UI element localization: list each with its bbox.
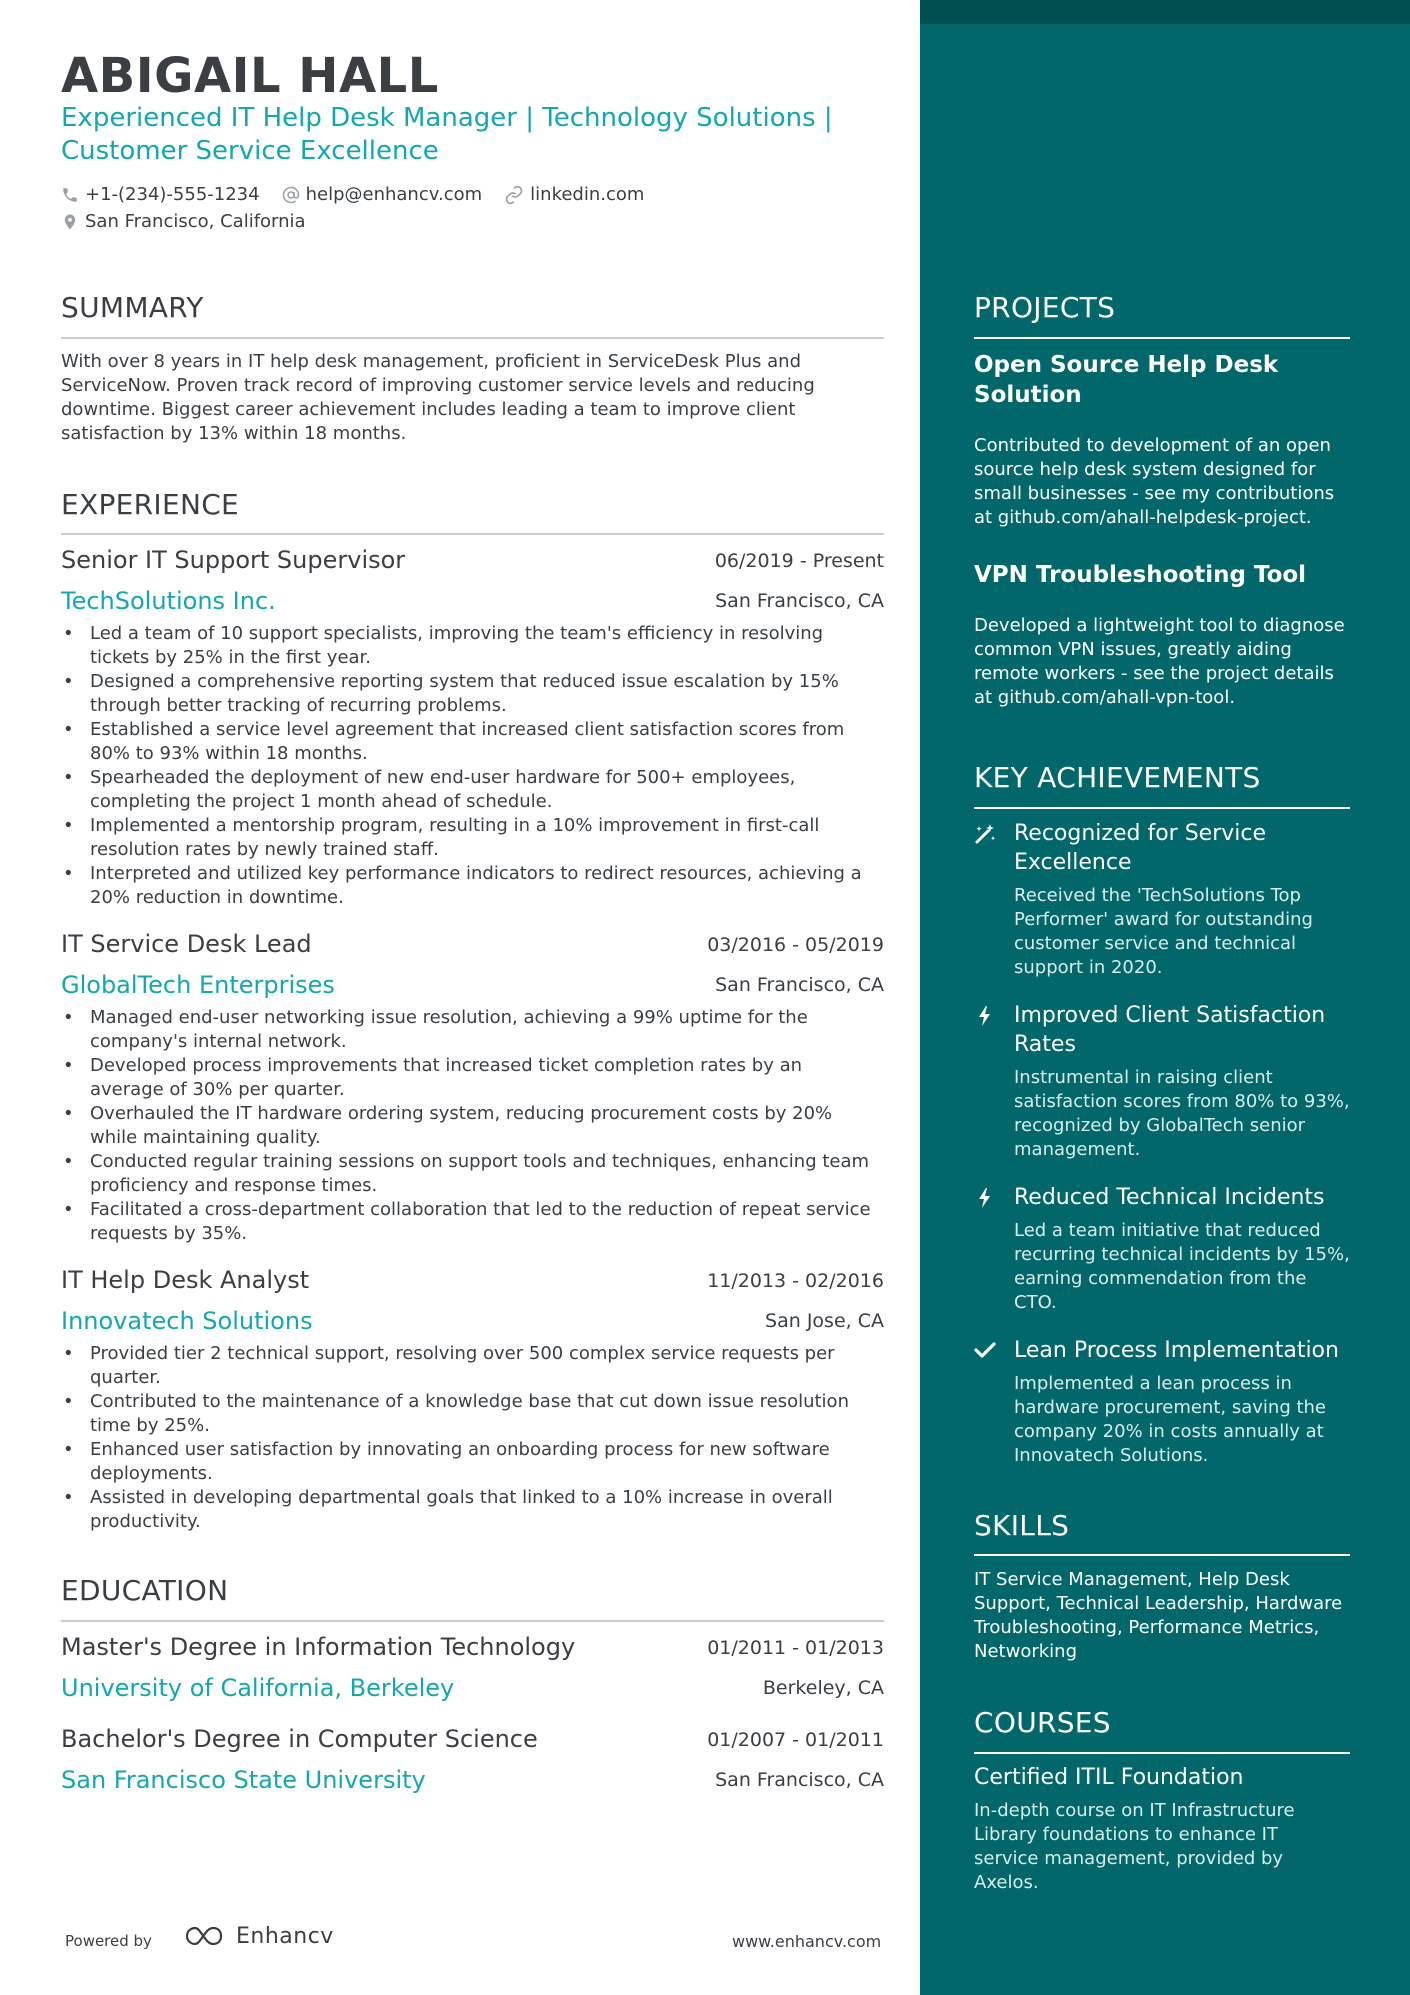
- contact-location: [61, 211, 328, 232]
- list-item: • Spearheaded the deployment of new end-user hardware for 500+ employees, completing the project 1 month ahead of schedule.: [61, 766, 881, 814]
- summary-divider: [61, 337, 884, 339]
- enhancv-logo-icon: [184, 1923, 230, 1949]
- courses-title: COURSES: [974, 1706, 1111, 1739]
- list-item: • Managed end-user networking issue resolution, achieving a 99% uptime for the company's internal network.: [61, 1006, 881, 1054]
- email-text: help@enhancv.com: [305, 184, 483, 205]
- achievement-title: Lean Process Implementation: [1014, 1338, 1339, 1363]
- school-name: San Francisco State University: [61, 1766, 426, 1794]
- degree-title: Master's Degree in Information Technology: [61, 1633, 576, 1661]
- phone-icon: [61, 186, 79, 204]
- school-location: Berkeley, CA: [762, 1677, 884, 1699]
- list-item: • Assisted in developing departmental goals that linked to a 10% increase in overall productivity.: [61, 1486, 881, 1534]
- lightning-bolt-icon: [973, 1004, 997, 1028]
- job-company: Innovatech Solutions: [61, 1307, 313, 1335]
- job-bullets: [61, 1342, 881, 1534]
- summary-title: SUMMARY: [61, 291, 204, 324]
- contact-email[interactable]: [282, 184, 483, 205]
- project-text: Contributed to development of an open source help desk system designed for small businesses - see my contributions at github.com/ahall-helpdesk-project.: [974, 435, 1335, 528]
- lightning-bolt-icon: [973, 1186, 997, 1210]
- achievement-title: Recognized for Service Excellence: [1014, 821, 1267, 875]
- course-name: Certified ITIL Foundation: [974, 1765, 1244, 1790]
- project-name: VPN Troubleshooting Tool: [974, 562, 1307, 588]
- at-sign-icon: [282, 186, 300, 204]
- sidebar: [920, 0, 1410, 1995]
- list-item: • Conducted regular training sessions on support tools and techniques, enhancing team proficiency and response times.: [61, 1150, 881, 1198]
- degree-dates: 01/2011 - 01/2013: [707, 1637, 884, 1659]
- job-dates: 06/2019 - Present: [714, 550, 884, 572]
- school-location: San Francisco, CA: [715, 1769, 884, 1791]
- job-title: IT Help Desk Analyst: [61, 1266, 310, 1294]
- list-item: • Enhanced user satisfaction by innovating an onboarding process for new software deployments.: [61, 1438, 881, 1486]
- projects-divider: [974, 337, 1350, 339]
- candidate-tagline: Experienced IT Help Desk Manager | Technology Solutions | Customer Service Excellence: [61, 103, 833, 166]
- skills-divider: [974, 1554, 1350, 1556]
- degree-title: Bachelor's Degree in Computer Science: [61, 1725, 538, 1753]
- phone-text: +1-(234)-555-1234: [85, 184, 260, 205]
- job-dates: 03/2016 - 05/2019: [707, 934, 884, 956]
- contact-phone[interactable]: [61, 184, 260, 205]
- enhancv-brand: Enhancv: [236, 1923, 334, 1949]
- school-name: University of California, Berkeley: [61, 1674, 455, 1702]
- experience-title: EXPERIENCE: [61, 488, 240, 521]
- courses-divider: [974, 1752, 1350, 1754]
- projects-title: PROJECTS: [974, 291, 1116, 324]
- achievement-title: Improved Client Satisfaction Rates: [1014, 1003, 1326, 1057]
- website-link[interactable]: www.enhancv.com: [732, 1932, 882, 1951]
- link-icon: [504, 185, 524, 205]
- achievements-divider: [974, 807, 1350, 809]
- education-title: EDUCATION: [61, 1574, 229, 1607]
- map-pin-icon: [61, 213, 79, 231]
- magic-wand-icon: [973, 822, 997, 846]
- job-bullets: [61, 622, 881, 910]
- contact-row: [61, 184, 666, 205]
- linkedin-text: linkedin.com: [530, 184, 645, 205]
- education-divider: [61, 1620, 884, 1622]
- list-item: • Interpreted and utilized key performance indicators to redirect resources, achieving a 20% reduction in downtime.: [61, 862, 881, 910]
- sidebar-top-bar: [920, 0, 1410, 24]
- list-item: • Provided tier 2 technical support, resolving over 500 complex service requests per quarter.: [61, 1342, 881, 1390]
- powered-by-label: Powered by: [65, 1932, 152, 1950]
- job-title: Senior IT Support Supervisor: [61, 546, 406, 574]
- job-company: GlobalTech Enterprises: [61, 971, 335, 999]
- job-company: TechSolutions Inc.: [61, 587, 276, 615]
- job-location: San Jose, CA: [765, 1310, 884, 1332]
- job-location: San Francisco, CA: [715, 590, 884, 612]
- job-title: IT Service Desk Lead: [61, 930, 312, 958]
- project-text: Developed a lightweight tool to diagnose common VPN issues, greatly aiding remote workers - see the project details at github.com/ahall-vpn-tool.: [974, 615, 1345, 708]
- enhancv-logo[interactable]: [184, 1923, 334, 1949]
- achievement-text: Led a team initiative that reduced recurring technical incidents by 15%, earning commendation from the CTO.: [1014, 1220, 1350, 1313]
- degree-dates: 01/2007 - 01/2011: [707, 1729, 884, 1751]
- achievement-title: Reduced Technical Incidents: [1014, 1185, 1325, 1210]
- contact-linkedin[interactable]: [504, 184, 644, 205]
- list-item: • Overhauled the IT hardware ordering system, reducing procurement costs by 20% while maintaining quality.: [61, 1102, 881, 1150]
- list-item: • Designed a comprehensive reporting system that reduced issue escalation by 15% through better tracking of recurring problems.: [61, 670, 881, 718]
- experience-divider: [61, 533, 884, 535]
- achievement-text: Instrumental in raising client satisfaction scores from 80% to 93%, recognized by GlobalTech senior management.: [1014, 1067, 1350, 1160]
- location-item: [61, 211, 306, 232]
- achievement-text: Implemented a lean process in hardware procurement, saving the company 20% in costs annually at Innovatech Solutions.: [1014, 1373, 1327, 1466]
- skills-text: IT Service Management, Help Desk Support, Technical Leadership, Hardware Troubleshooting, Performance Metrics, Networking: [974, 1569, 1343, 1662]
- job-dates: 11/2013 - 02/2016: [707, 1270, 884, 1292]
- project-name: Open Source Help Desk Solution: [974, 352, 1279, 408]
- course-text: In-depth course on IT Infrastructure Library foundations to enhance IT service management, provided by Axelos.: [974, 1800, 1295, 1893]
- list-item: • Facilitated a cross-department collaboration that led to the reduction of repeat service requests by 35%.: [61, 1198, 881, 1246]
- location-text: San Francisco, California: [85, 211, 306, 232]
- list-item: • Implemented a mentorship program, resulting in a 10% improvement in first-call resolution rates by newly trained staff.: [61, 814, 881, 862]
- achievement-text: Received the 'TechSolutions Top Performer' award for outstanding customer service and technical support in 2020.: [1014, 885, 1313, 978]
- list-item: • Contributed to the maintenance of a knowledge base that cut down issue resolution time by 25%.: [61, 1390, 881, 1438]
- candidate-name: ABIGAIL HALL: [61, 48, 439, 104]
- list-item: • Established a service level agreement that increased client satisfaction scores from 80% to 93% within 18 months.: [61, 718, 881, 766]
- job-location: San Francisco, CA: [715, 974, 884, 996]
- list-item: • Led a team of 10 support specialists, improving the team's efficiency in resolving tickets by 25% in the first year.: [61, 622, 881, 670]
- skills-title: SKILLS: [974, 1509, 1070, 1542]
- checkmark-icon: [973, 1338, 997, 1362]
- list-item: • Developed process improvements that increased ticket completion rates by an average of 30% per quarter.: [61, 1054, 881, 1102]
- job-bullets: [61, 1006, 881, 1246]
- achievements-title: KEY ACHIEVEMENTS: [974, 761, 1261, 794]
- summary-text: With over 8 years in IT help desk management, proficient in ServiceDesk Plus and ServiceNow. Proven track record of improving customer service levels and reducing downtime. Biggest career achievement includes leading a team to improve client satisfaction by 13% within 18 months.: [61, 351, 815, 444]
